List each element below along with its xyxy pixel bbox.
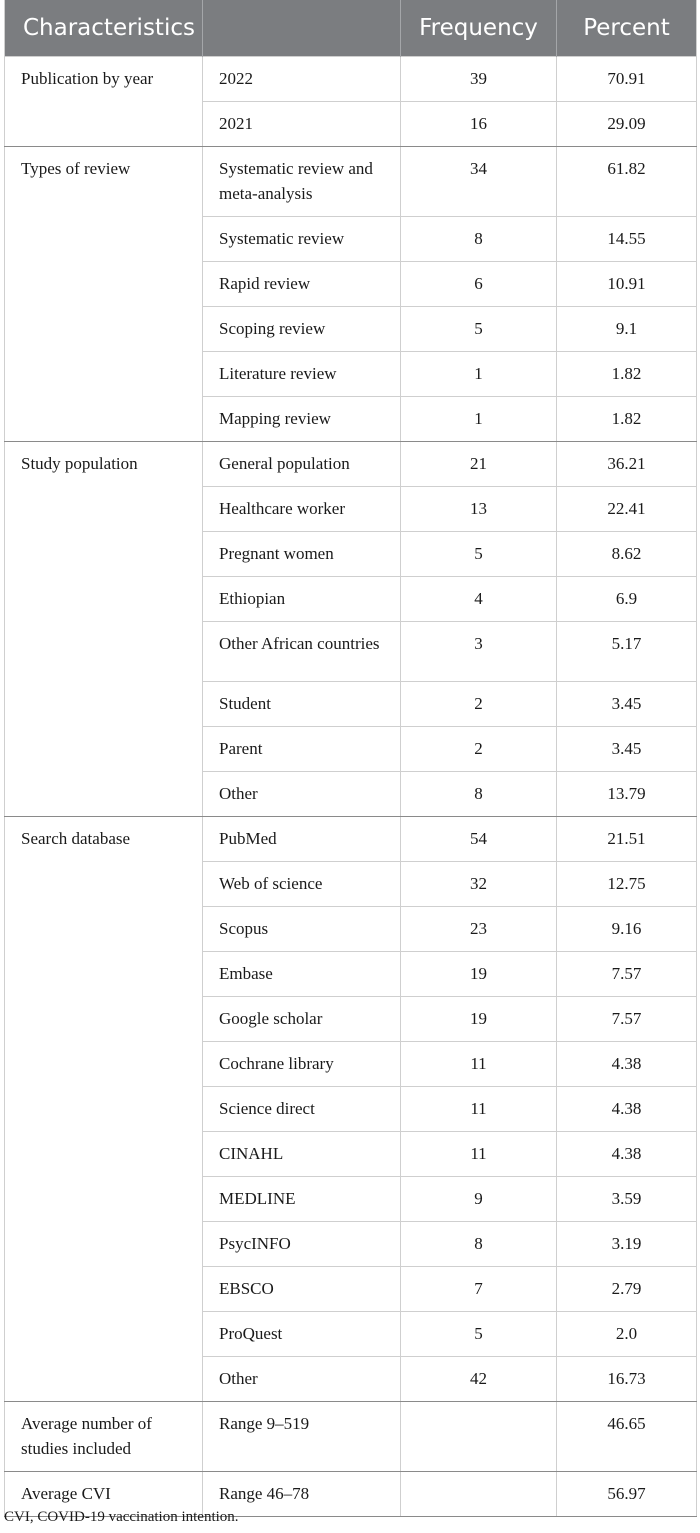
row-item: PsycINFO (203, 1221, 401, 1266)
row-frequency: 8 (401, 216, 557, 261)
characteristics-table-container (4, 0, 696, 1517)
row-percent: 5.17 (557, 621, 697, 681)
row-percent: 61.82 (557, 146, 697, 216)
category-average-cvi: Average CVI (5, 1471, 203, 1516)
category-study-population: Study population (5, 441, 203, 816)
row-frequency: 1 (401, 396, 557, 441)
table-footnote: CVI, COVID-19 vaccination intention. (4, 1509, 239, 1525)
row-percent: 13.79 (557, 771, 697, 816)
row-frequency: 9 (401, 1176, 557, 1221)
row-item: Literature review (203, 351, 401, 396)
row-item: Google scholar (203, 996, 401, 1041)
row-percent: 46.65 (557, 1401, 697, 1471)
row-percent: 29.09 (557, 101, 697, 146)
row-frequency: 4 (401, 576, 557, 621)
row-item: Systematic review (203, 216, 401, 261)
row-percent: 22.41 (557, 486, 697, 531)
row-item: ProQuest (203, 1311, 401, 1356)
row-frequency: 16 (401, 101, 557, 146)
row-percent: 10.91 (557, 261, 697, 306)
row-item: CINAHL (203, 1131, 401, 1176)
row-frequency: 1 (401, 351, 557, 396)
row-item: EBSCO (203, 1266, 401, 1311)
row-item: 2021 (203, 101, 401, 146)
row-percent: 3.19 (557, 1221, 697, 1266)
row-item: Mapping review (203, 396, 401, 441)
row-percent: 7.57 (557, 951, 697, 996)
row-percent: 4.38 (557, 1086, 697, 1131)
row-frequency: 2 (401, 681, 557, 726)
header-subcategory (203, 0, 401, 56)
row-percent: 6.9 (557, 576, 697, 621)
row-frequency: 5 (401, 531, 557, 576)
row-item: General population (203, 441, 401, 486)
row-frequency: 3 (401, 621, 557, 681)
row-frequency: 19 (401, 951, 557, 996)
row-item: Systematic review and meta-analysis (203, 146, 401, 216)
row-percent: 2.79 (557, 1266, 697, 1311)
row-item: Range 46–78 (203, 1471, 401, 1516)
row-frequency: 23 (401, 906, 557, 951)
header-characteristics: Characteristics (5, 0, 203, 56)
row-frequency: 19 (401, 996, 557, 1041)
row-frequency (401, 1401, 557, 1471)
row-frequency: 5 (401, 1311, 557, 1356)
row-frequency: 54 (401, 816, 557, 861)
header-frequency: Frequency (401, 0, 557, 56)
row-item: Other African countries (203, 621, 401, 681)
row-percent: 12.75 (557, 861, 697, 906)
row-percent: 4.38 (557, 1131, 697, 1176)
row-frequency: 11 (401, 1086, 557, 1131)
row-item: Student (203, 681, 401, 726)
row-item: 2022 (203, 56, 401, 101)
characteristics-table (4, 0, 697, 1517)
row-frequency: 6 (401, 261, 557, 306)
row-frequency: 34 (401, 146, 557, 216)
row-item: PubMed (203, 816, 401, 861)
row-frequency (401, 1471, 557, 1516)
row-frequency: 21 (401, 441, 557, 486)
row-frequency: 2 (401, 726, 557, 771)
row-frequency: 42 (401, 1356, 557, 1401)
row-item: Embase (203, 951, 401, 996)
category-average-studies-included: Average number of studies included (5, 1401, 203, 1471)
row-item: Scopus (203, 906, 401, 951)
table-header-row (5, 0, 697, 56)
row-percent: 1.82 (557, 396, 697, 441)
row-frequency: 11 (401, 1041, 557, 1086)
row-percent: 3.45 (557, 681, 697, 726)
row-frequency: 32 (401, 861, 557, 906)
row-item: Rapid review (203, 261, 401, 306)
row-percent: 3.59 (557, 1176, 697, 1221)
row-item: Cochrane library (203, 1041, 401, 1086)
row-percent: 36.21 (557, 441, 697, 486)
row-item: Pregnant women (203, 531, 401, 576)
category-publication-by-year: Publication by year (5, 56, 203, 146)
row-percent: 14.55 (557, 216, 697, 261)
row-item: Science direct (203, 1086, 401, 1131)
row-percent: 1.82 (557, 351, 697, 396)
header-percent: Percent (557, 0, 697, 56)
row-percent: 3.45 (557, 726, 697, 771)
row-frequency: 11 (401, 1131, 557, 1176)
row-percent: 7.57 (557, 996, 697, 1041)
row-item: Other (203, 1356, 401, 1401)
row-frequency: 7 (401, 1266, 557, 1311)
table-row (5, 816, 697, 861)
row-item: Ethiopian (203, 576, 401, 621)
row-percent: 2.0 (557, 1311, 697, 1356)
table-row (5, 441, 697, 486)
row-item: Other (203, 771, 401, 816)
table-row (5, 146, 697, 216)
row-item: Parent (203, 726, 401, 771)
row-frequency: 8 (401, 771, 557, 816)
row-frequency: 39 (401, 56, 557, 101)
row-percent: 56.97 (557, 1471, 697, 1516)
row-frequency: 5 (401, 306, 557, 351)
row-percent: 16.73 (557, 1356, 697, 1401)
table-row (5, 1401, 697, 1471)
row-frequency: 13 (401, 486, 557, 531)
row-item: Range 9–519 (203, 1401, 401, 1471)
row-percent: 4.38 (557, 1041, 697, 1086)
row-item: Scoping review (203, 306, 401, 351)
row-percent: 8.62 (557, 531, 697, 576)
row-item: MEDLINE (203, 1176, 401, 1221)
row-percent: 21.51 (557, 816, 697, 861)
row-percent: 9.1 (557, 306, 697, 351)
row-frequency: 8 (401, 1221, 557, 1266)
row-percent: 9.16 (557, 906, 697, 951)
category-search-database: Search database (5, 816, 203, 1401)
row-item: Healthcare worker (203, 486, 401, 531)
category-types-of-review: Types of review (5, 146, 203, 441)
row-item: Web of science (203, 861, 401, 906)
table-row (5, 56, 697, 101)
row-percent: 70.91 (557, 56, 697, 101)
